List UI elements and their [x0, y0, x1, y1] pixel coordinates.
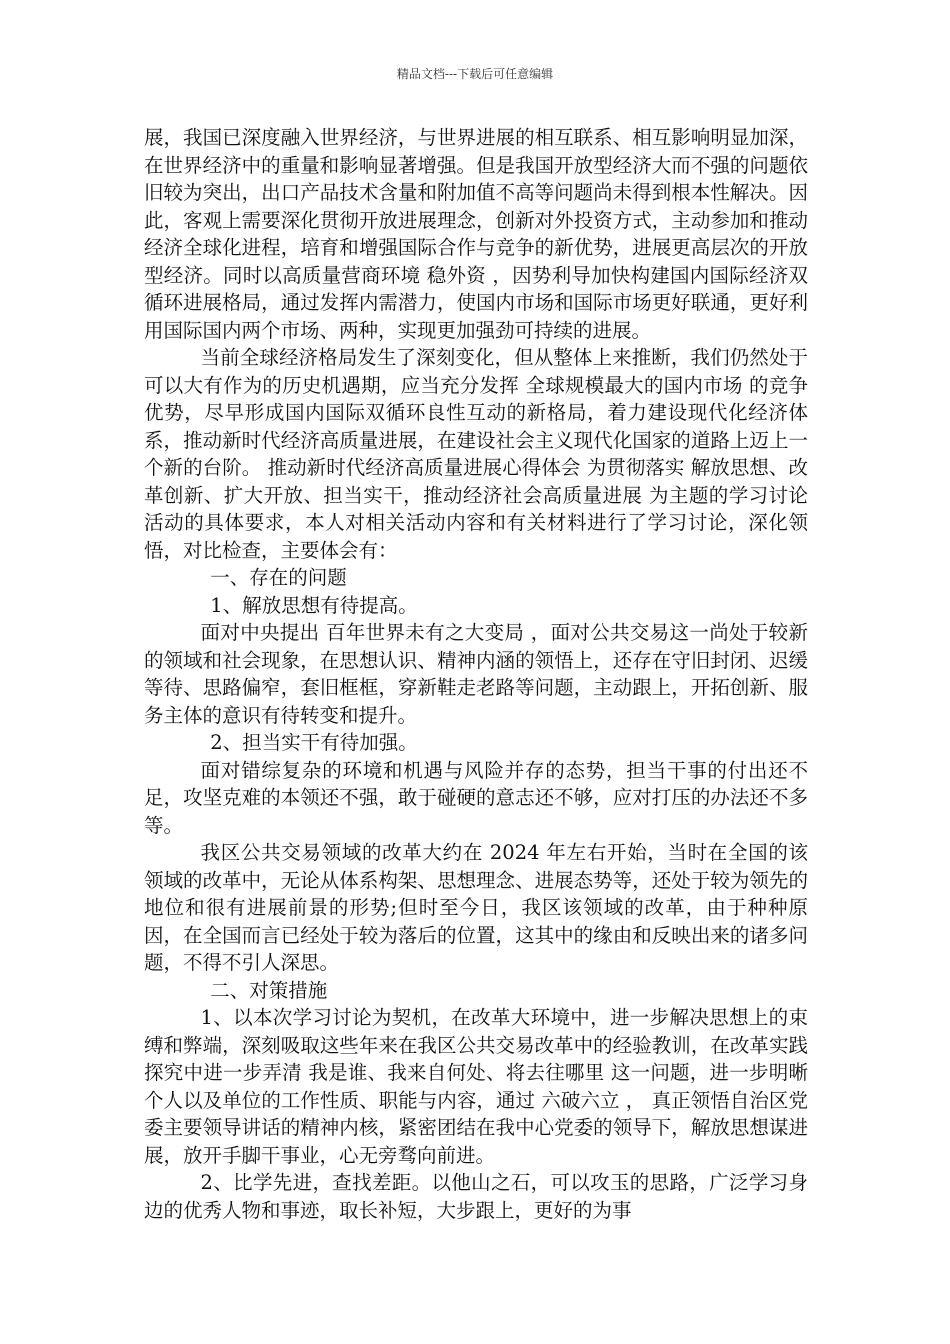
- page-header: 精品文档---下载后可任意编辑: [396, 67, 554, 81]
- document-body: [144, 124, 808, 1224]
- paragraph-measure-1: 1、以本次学习讨论为契机，在改革大环境中，进一步解决思想上的束缚和弊端，深刻吸取这些年来在我区公共交易改革中的经验教训，在改革实践探究中进一步弄清 我是谁、我来自何处、将去往哪里 这一问题，进一步明晰个人以及单位的工作性质、职能与内容，通过 六破六立 ， 真正领悟自治区党委主要领导讲话的精神内核，紧密团结在我中心党委的领导下，解放思想谋进展，放开手脚干事业，心无旁骛向前进。: [144, 1006, 808, 1167]
- subheading-liberate-thinking: 1、解放思想有待提高。: [210, 593, 418, 617]
- paragraph-public-trading-reform: 我区公共交易领域的改革大约在 2024 年左右开始，当时在全国的该领域的改革中，无论从体系构架、思想理念、进展态势等，还处于较为领先的地位和很有进展前景的形势;但时至今日，我区该领域的改革，由于种种原因，在全国而言已经处于较为落后的位置，这其中的缘由和反映出来的诸多问题，不得不引人深思。: [144, 841, 808, 974]
- paragraph-global-economy: 当前全球经济格局发生了深刻变化，但从整体上来推断，我们仍然处于可以大有作为的历史机遇期，应当充分发挥 全球规模最大的国内市场 的竞争优势，尽早形成国内国际双循环良性互动的新格局，着力建设现代化经济体系，推动新时代经济高质量进展，在建设社会主义现代化国家的道路上迈上一个新的台阶。 推动新时代经济高质量进展心得体会 为贯彻落实 解放思想、改革创新、扩大开放、担当实干，推动经济社会高质量进展 为主题的学习讨论活动的具体要求，本人对相关活动内容和有关材料进行了学习讨论，深化领悟，对比检查，主要体会有：: [144, 346, 808, 562]
- section-heading-problems: 一、存在的问题: [210, 566, 347, 589]
- paragraph-responsibility: 面对错综复杂的环境和机遇与风险并存的态势，担当干事的付出还不足，攻坚克难的本领还不强，敢于碰硬的意志还不够，应对打压的办法还不多等。: [144, 758, 808, 837]
- subheading-responsibility: 2、担当实干有待加强。: [210, 731, 418, 754]
- paragraph-measure-2: 2、比学先进，查找差距。以他山之石，可以攻玉的思路，广泛学习身边的优秀人物和事迹，取长补短，大步跟上，更好的为事: [144, 1171, 808, 1222]
- paragraph-continued: 展，我国已深度融入世界经济，与世界进展的相互联系、相互影响明显加深，在世界经济中的重量和影响显著增强。但是我国开放型经济大而不强的问题依旧较为突出，出口产品技术含量和附加值不高等问题尚未得到根本性解决。因此，客观上需要深化贯彻开放进展理念，创新对外投资方式，主动参加和推动经济全球化进程，培育和增强国际合作与竞争的新优势，进展更高层次的开放型经济。同时以高质量营商环境 稳外资 ，因势利导加快构建国内国际经济双循环进展格局，通过发挥内需潜力，使国内市场和国际市场更好联通，更好利用国际国内两个市场、两种，实现更加强劲可持续的进展。: [144, 126, 808, 342]
- section-heading-measures: 二、对策措施: [210, 978, 328, 1002]
- paragraph-liberate-thinking: 面对中央提出 百年世界未有之大变局 ，面对公共交易这一尚处于较新的领域和社会现象，在思想认识、精神内涵的领悟上，还存在守旧封闭、迟缓等待、思路偏窄，套旧框框，穿新鞋走老路等问题，主动跟上，开拓创新、服务主体的意识有待转变和提升。: [144, 621, 808, 727]
